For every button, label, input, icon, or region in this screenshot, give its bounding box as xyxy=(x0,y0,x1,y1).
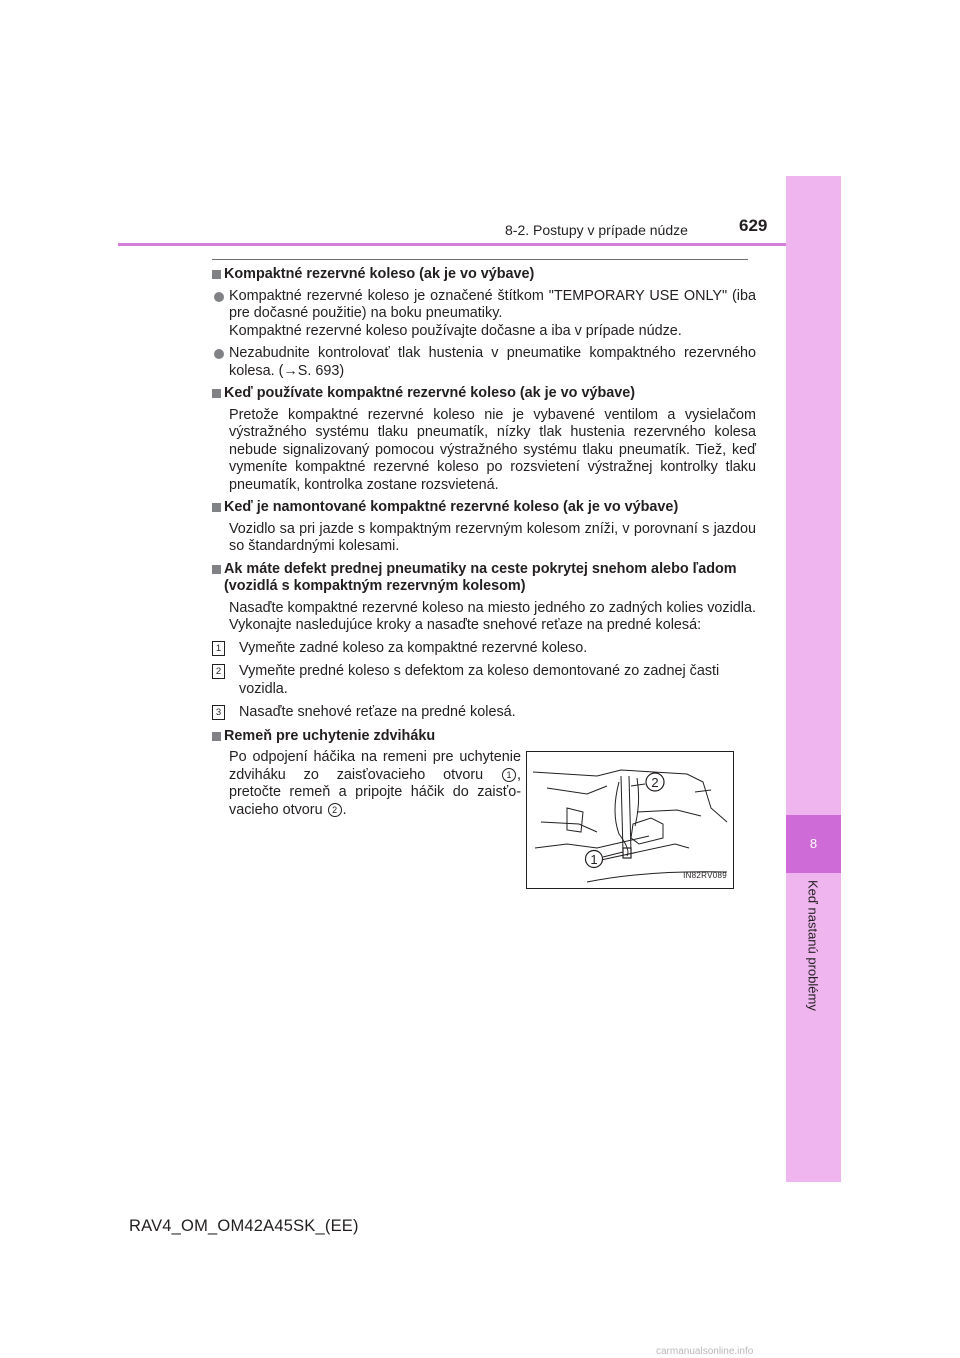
chapter-number: 8 xyxy=(809,836,818,851)
header-divider xyxy=(118,243,786,246)
chapter-title: Keď nastanú problémy xyxy=(805,880,821,1011)
section-heading: Remeň pre uchytenie zdviháku xyxy=(212,728,756,746)
chapter-sidebar xyxy=(786,176,841,1182)
strap-text-part: Po odpojení háčika na remeni pre uchytenie zdviháku zo zaisťovacieho otvoru xyxy=(229,749,521,783)
section-heading: Keď je namontované kompaktné rezervné koleso (ak je vo výbave) xyxy=(212,499,756,517)
step-number: 1 xyxy=(212,641,225,656)
bullet-item xyxy=(212,288,756,341)
figure-callout: 1 xyxy=(590,852,598,867)
step-text: Vymeňte zadné koleso za kompaktné rezervné koleso. xyxy=(239,639,588,656)
bullet-line: Kompaktné rezervné koleso je označené štítkom "TEMPORARY USE ONLY" (iba pre dočasné použitie) na boku pneumatiky. xyxy=(229,287,756,321)
page-content xyxy=(212,264,756,895)
strap-text-part: . xyxy=(342,801,347,818)
content-top-divider xyxy=(212,259,748,260)
section-paragraph: Nasaďte kompaktné rezervné koleso na miesto jedného zo zadných kolies vozidla. Vykonajte nasledujúce kroky a nasaďte snehové reťaze na predné kolesá: xyxy=(229,599,756,633)
jack-strap-illustration xyxy=(526,751,734,889)
step-text: Vymeňte predné koleso s defektom za koleso demontované zo zadnej časti vozidla. xyxy=(239,663,720,697)
figure-callout: 2 xyxy=(651,775,659,790)
strap-instructions xyxy=(212,749,521,819)
step-item xyxy=(212,663,756,698)
step-number: 3 xyxy=(212,705,225,720)
bullet-item xyxy=(212,345,756,380)
bullet-line: Nezabudnite kontrolovať tlak hustenia v pneumatike kompaktného rezervného kolesa. (→S. 693) xyxy=(229,345,756,379)
section-paragraph: Vozidlo sa pri jazde s kompaktným rezervným kolesom zníži, v porovnaní s jazdou so štandardnými kolesami. xyxy=(229,520,756,554)
strap-text-part: , pretočte remeň a pripojte háčik do zaisťovacieho otvoru xyxy=(229,766,522,818)
step-number: 2 xyxy=(212,664,225,679)
document-id: RAV4_OM_OM42A45SK_(EE) xyxy=(129,1217,359,1235)
callout-marker: 1 xyxy=(502,768,516,782)
callout-marker: 2 xyxy=(328,803,342,817)
section-heading: Ak máte defekt prednej pneumatiky na ceste pokrytej snehom alebo ľadom (vozidlá s kompaktným rezervným kolesom) xyxy=(212,561,756,596)
step-item xyxy=(212,704,756,722)
section-heading: Kompaktné rezervné koleso (ak je vo výbave) xyxy=(212,266,756,284)
section-paragraph: Pretože kompaktné rezervné koleso nie je vybavené ventilom a vysielačom výstražného systému tlaku pneumatík, nízky tlak hustenia rezervného kolesa nebude signalizovaný pomocou výstražného systému tlaku pneumatík. Tiež, keď vymeníte kompaktné rezervné koleso po rozsvietení výstražnej kontrolky tlaku pneumatík, kontrolka zostane rozsvietená. xyxy=(229,406,756,493)
bullet-line: Kompaktné rezervné koleso používajte dočasne a iba v prípade núdze. xyxy=(229,322,682,339)
watermark-text: carmanualsonline.info xyxy=(656,1346,754,1357)
step-text: Nasaďte snehové reťaze na predné kolesá. xyxy=(239,704,516,720)
figure-code: IN82RV089 xyxy=(683,870,727,880)
step-item xyxy=(212,640,756,658)
strap-block xyxy=(212,749,756,895)
section-heading: Keď používate kompaktné rezervné koleso (ak je vo výbave) xyxy=(212,385,756,403)
header-section-title: 8-2. Postupy v prípade núdze xyxy=(505,222,688,238)
page-number: 629 xyxy=(739,216,768,235)
